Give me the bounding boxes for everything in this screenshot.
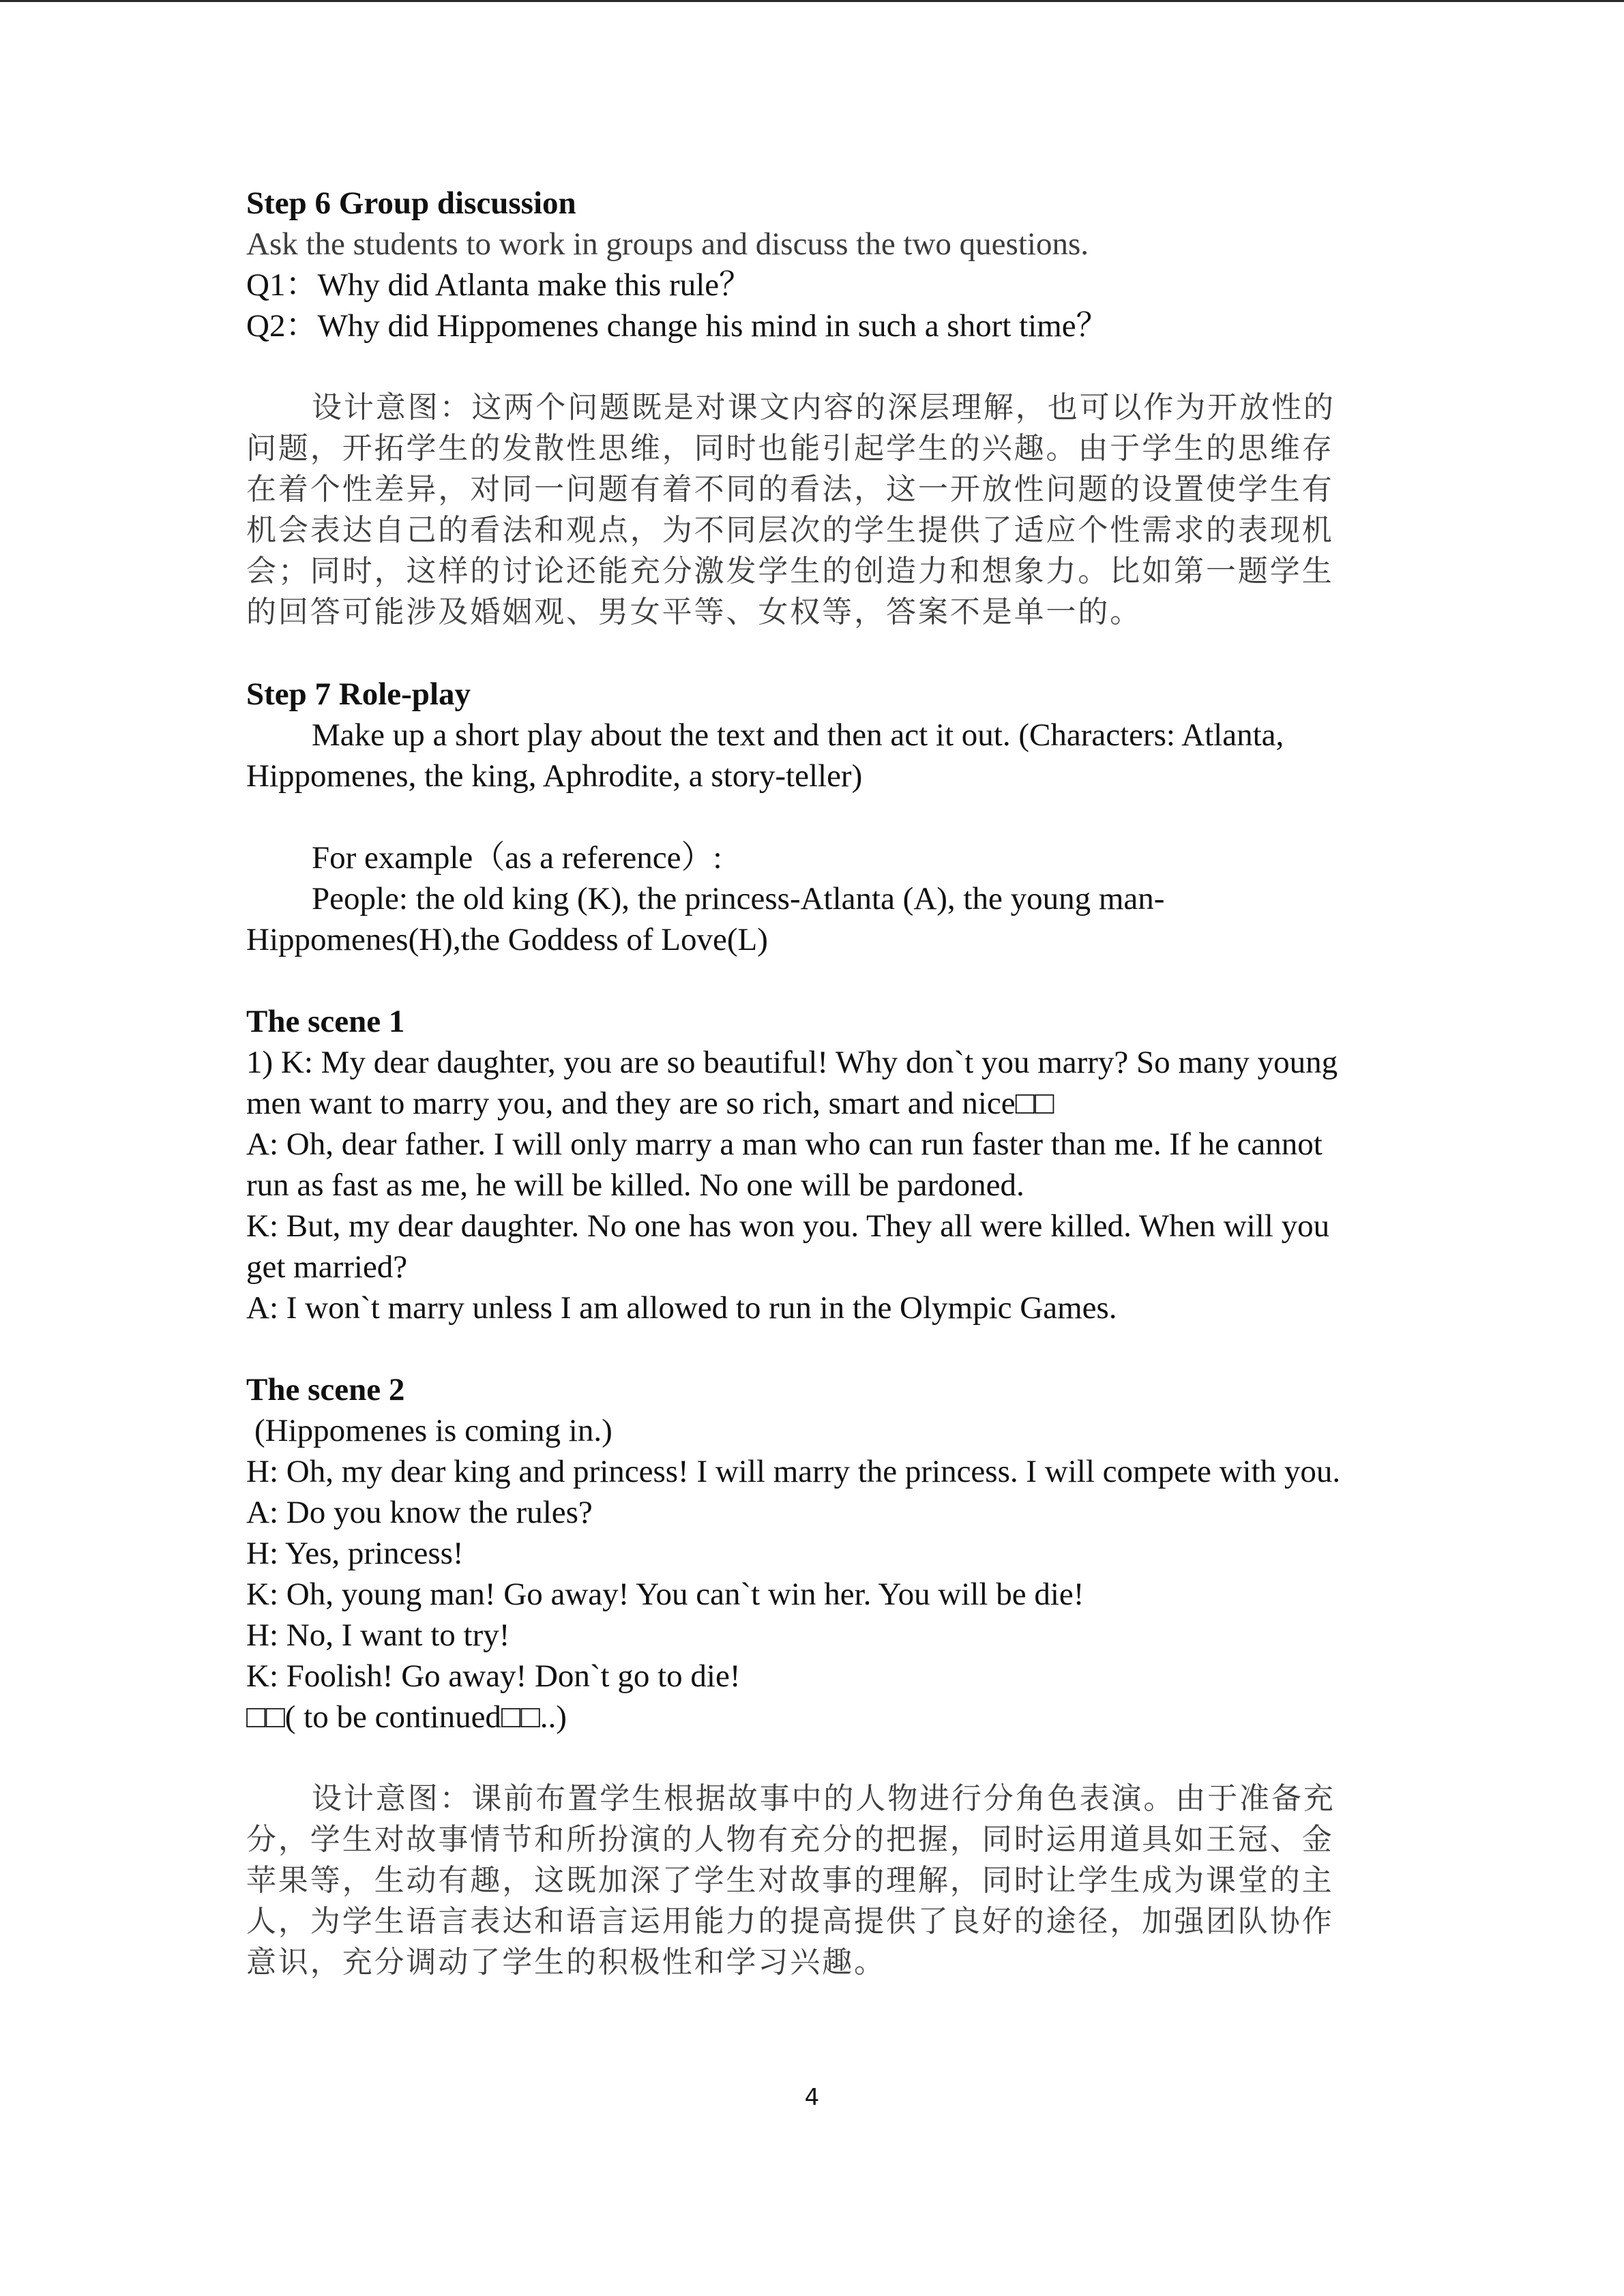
scene2-stage-direction: (Hippomenes is coming in.) [254,1413,612,1448]
design-intent-line: 设计意图：课前布置学生根据故事中的人物进行分角色表演。由于准备充 [312,1781,1335,1816]
spacer [246,1738,1378,1778]
scene1-dialogue [246,1042,1378,1328]
spacer [246,633,1378,674]
spacer [246,1328,1378,1369]
dialogue-line: A: Oh, dear father. I will only marry a man who can run faster than me. If he cannot [246,1127,1323,1162]
dialogue-line: A: Do you know the rules? [246,1495,593,1530]
design-intent-line: 机会表达自己的看法和观点，为不同层次的学生提供了适应个性需求的表现机 [246,513,1334,548]
dialogue-line: H: No, I want to try! [246,1617,510,1653]
step7-example-label: For example（as a reference）: [312,840,722,876]
dialogue-line: 1) K: My dear daughter, you are so beautiful! Why don`t you marry? So many young [246,1045,1338,1080]
step7-heading: Step 7 Role-play [246,676,471,712]
step7-people-line-2: Hippomenes(H),the Goddess of Love(L) [246,922,768,957]
dialogue-line: H: Oh, my dear king and princess! I will marry the princess. I will compete with you. [246,1454,1341,1489]
design-intent-line: 在着个性差异，对同一问题有着不同的看法，这一开放性问题的设置使学生有 [246,472,1334,507]
design-intent-line: 意识，充分调动了学生的积极性和学习兴趣。 [246,1945,886,1980]
design-intent-line: 会；同时，这样的讨论还能充分激发学生的创造力和想象力。比如第一题学生 [246,554,1334,588]
design-intent-line: 问题，开拓学生的发散性思维，同时也能引起学生的兴趣。由于学生的思维存 [246,431,1334,466]
step7-instruction-line-1: Make up a short play about the text and then act it out. (Characters: Atlanta, [312,717,1284,753]
dialogue-line: K: But, my dear daughter. No one has won you. They all were killed. When will you [246,1208,1330,1244]
step7-instruction-line-2: Hippomenes, the king, Aphrodite, a story-teller) [246,758,863,794]
design-intent-line: 设计意图：这两个问题既是对课文内容的深层理解，也可以作为开放性的 [312,390,1335,425]
spacer [246,796,1378,837]
scene2-heading: The scene 2 [246,1372,405,1407]
design-intent-line: 分，学生对故事情节和所扮演的人物有充分的把握，同时运用道具如王冠、金 [246,1822,1334,1857]
design-intent-line: 的回答可能涉及婚姻观、男女平等、女权等，答案不是单一的。 [246,595,1142,629]
step6-instruction: Ask the students to work in groups and discuss the two questions. [246,226,1089,262]
page-top-border [0,0,1624,2]
dialogue-line: □□( to be continued□□..) [246,1699,567,1735]
step7-people-line-1: People: the old king (K), the princess-Atlanta (A), the young man- [312,881,1165,916]
design-intent-line: 苹果等，生动有趣，这既加深了学生对故事的理解，同时让学生成为课堂的主 [246,1863,1334,1898]
scene2-dialogue [246,1451,1378,1738]
design-intent-line: 人，为学生语言表达和语言运用能力的提高提供了良好的途径，加强团队协作 [246,1904,1334,1939]
dialogue-line: run as fast as me, he will be killed. No one will be pardoned. [246,1167,1024,1203]
page-number: 4 [804,2084,820,2111]
step6-heading: Step 6 Group discussion [246,185,576,221]
dialogue-line: men want to marry you, and they are so rich, smart and nice□□ [246,1086,1054,1121]
dialogue-line: get married? [246,1249,408,1285]
step6-question-2: Q2：Why did Hippomenes change his mind in such a short time？ [246,308,1108,344]
step6-question-1: Q1：Why did Atlanta make this rule？ [246,267,752,303]
dialogue-line: K: Foolish! Go away! Don`t go to die! [246,1658,741,1694]
scene1-heading: The scene 1 [246,1004,405,1039]
document-page [246,183,1378,1983]
spacer [246,960,1378,1001]
scene2-design-intent [246,1778,1378,1983]
dialogue-line: H: Yes, princess! [246,1536,464,1571]
step6-design-intent [246,387,1378,633]
dialogue-line: K: Oh, young man! Go away! You can`t win her. You will be die! [246,1577,1084,1612]
spacer [246,346,1378,387]
dialogue-line: A: I won`t marry unless I am allowed to run in the Olympic Games. [246,1290,1117,1326]
